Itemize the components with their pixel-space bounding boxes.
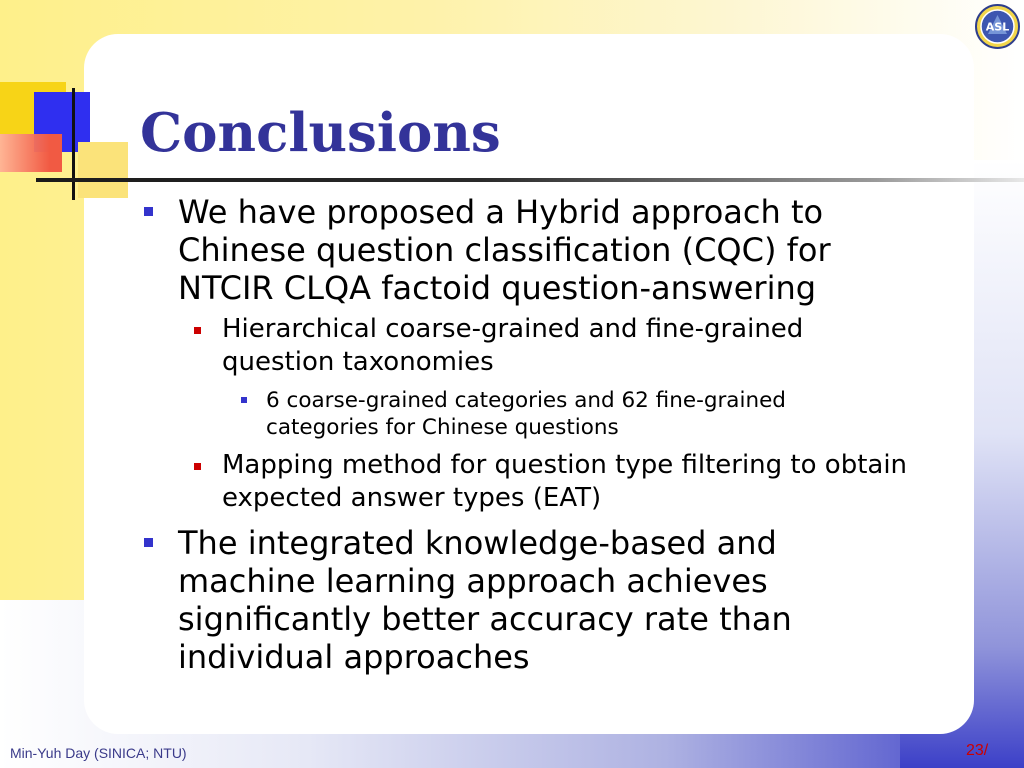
footer-author: Min-Yuh Day (SINICA; NTU) [10,745,187,761]
sub-bullet-mapping-method [222,449,912,515]
sub-bullet-text: Hierarchical coarse-grained and fine-grained question taxonomies [222,314,804,377]
bullet-integrated-approach [178,524,900,676]
svg-text:ASL: ASL [985,20,1010,34]
sub-sub-bullet-categories [266,387,886,441]
sub-bullet-text: Mapping method for question type filtering to obtain expected answer types (EAT) [222,450,908,513]
title-underline [36,178,1024,182]
slide-title: Conclusions [140,102,501,164]
bullet-marker [144,207,153,216]
decor-pale-yellow-square [78,142,128,198]
sub-sub-bullet-marker [241,397,247,403]
sub-bullet-marker [194,463,201,470]
decor-vertical-line [72,88,75,200]
sub-bullet-marker [194,327,201,334]
bullet-text: We have proposed a Hybrid approach to Chinese question classification (CQC) for NTCIR CLQA factoid question-answering [178,193,831,307]
bullet-marker [144,538,153,547]
decor-red-square [0,134,62,172]
bullet-hybrid-approach [178,193,900,307]
bullet-text: The integrated knowledge-based and machine learning approach achieves significantly better accuracy rate than individual approaches [178,524,792,676]
page-number: 23/ [966,742,989,759]
asl-logo-icon [975,4,1020,49]
sub-sub-bullet-text: 6 coarse-grained categories and 62 fine-grained categories for Chinese questions [266,388,786,440]
sub-bullet-taxonomies [222,313,912,379]
